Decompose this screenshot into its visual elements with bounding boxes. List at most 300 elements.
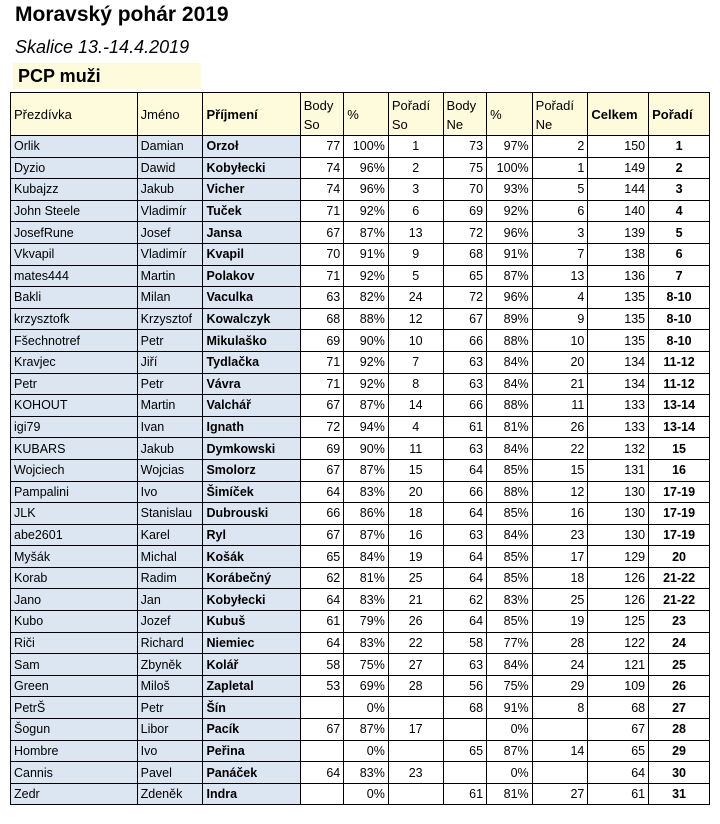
- cell-total: 130: [588, 481, 649, 503]
- cell-pct-ne: 85%: [487, 611, 533, 633]
- cell-total: 129: [588, 546, 649, 568]
- cell-pct-so: 92%: [344, 265, 389, 287]
- cell-body-so: 64: [300, 632, 344, 654]
- cell-rank-so: 24: [388, 287, 443, 309]
- cell-place: 30: [649, 762, 710, 784]
- cell-rank-ne: 20: [532, 351, 588, 373]
- table-row: [11, 287, 710, 309]
- cell-first-name: Milan: [137, 287, 203, 309]
- cell-body-ne: 69: [443, 200, 487, 222]
- cell-body-so: 67: [300, 524, 344, 546]
- cell-nick: Wojciech: [11, 459, 138, 481]
- cell-rank-so: 10: [388, 330, 443, 352]
- cell-place: 15: [649, 438, 710, 460]
- cell-body-so: 71: [300, 351, 344, 373]
- cell-pct-so: 96%: [344, 157, 389, 179]
- table-row: [11, 243, 710, 265]
- cell-pct-ne: 84%: [487, 654, 533, 676]
- cell-body-ne: 63: [443, 351, 487, 373]
- cell-first-name: Vladimír: [137, 200, 203, 222]
- table-row: [11, 459, 710, 481]
- cell-total: 136: [588, 265, 649, 287]
- cell-last-name: Kobyłecki: [203, 589, 300, 611]
- cell-rank-so: 9: [388, 243, 443, 265]
- cell-body-ne: 72: [443, 222, 487, 244]
- cell-place: 23: [649, 611, 710, 633]
- cell-rank-ne: 26: [532, 416, 588, 438]
- table-row: [11, 524, 710, 546]
- cell-rank-ne: 12: [532, 481, 588, 503]
- cell-rank-ne: 15: [532, 459, 588, 481]
- cell-first-name: Martin: [137, 265, 203, 287]
- table-row: [11, 330, 710, 352]
- cell-pct-ne: 84%: [487, 351, 533, 373]
- cell-body-ne: 61: [443, 416, 487, 438]
- cell-place: 17-19: [649, 524, 710, 546]
- cell-total: 125: [588, 611, 649, 633]
- cell-nick: Bakli: [11, 287, 138, 309]
- cell-nick: abe2601: [11, 524, 138, 546]
- cell-body-ne: 64: [443, 503, 487, 525]
- cell-body-ne: 63: [443, 524, 487, 546]
- cell-total: 149: [588, 157, 649, 179]
- cell-pct-so: 91%: [344, 243, 389, 265]
- cell-place: 24: [649, 632, 710, 654]
- cell-pct-ne: 88%: [487, 481, 533, 503]
- cell-last-name: Kolář: [203, 654, 300, 676]
- cell-body-ne: 67: [443, 308, 487, 330]
- cell-total: 134: [588, 351, 649, 373]
- cell-last-name: Tydlačka: [203, 351, 300, 373]
- cell-place: 28: [649, 719, 710, 741]
- cell-rank-ne: 19: [532, 611, 588, 633]
- cell-last-name: Jansa: [203, 222, 300, 244]
- cell-total: 126: [588, 589, 649, 611]
- cell-body-ne: 66: [443, 330, 487, 352]
- cell-nick: Vkvapil: [11, 243, 138, 265]
- cell-pct-so: 92%: [344, 351, 389, 373]
- table-row: [11, 200, 710, 222]
- cell-place: 16: [649, 459, 710, 481]
- cell-rank-so: [388, 697, 443, 719]
- cell-rank-ne: 18: [532, 567, 588, 589]
- cell-first-name: Damian: [137, 136, 203, 158]
- cell-place: 20: [649, 546, 710, 568]
- cell-rank-ne: 22: [532, 438, 588, 460]
- cell-pct-so: 81%: [344, 567, 389, 589]
- cell-total: 135: [588, 330, 649, 352]
- cell-first-name: Wojcias: [137, 459, 203, 481]
- cell-place: 17-19: [649, 503, 710, 525]
- col-header-place: Pořadí: [649, 93, 710, 136]
- cell-first-name: Krzysztof: [137, 308, 203, 330]
- cell-pct-ne: 84%: [487, 373, 533, 395]
- cell-place: 11-12: [649, 373, 710, 395]
- cell-last-name: Vicher: [203, 179, 300, 201]
- cell-body-ne: 56: [443, 675, 487, 697]
- cell-rank-so: 13: [388, 222, 443, 244]
- cell-rank-so: 6: [388, 200, 443, 222]
- cell-pct-so: 88%: [344, 308, 389, 330]
- cell-rank-ne: 11: [532, 395, 588, 417]
- cell-rank-so: 1: [388, 136, 443, 158]
- cell-pct-so: 87%: [344, 222, 389, 244]
- cell-body-so: 67: [300, 719, 344, 741]
- cell-total: 140: [588, 200, 649, 222]
- cell-last-name: Peřina: [203, 740, 300, 762]
- cell-place: 8-10: [649, 308, 710, 330]
- cell-total: 139: [588, 222, 649, 244]
- cell-first-name: Jozef: [137, 611, 203, 633]
- cell-pct-so: 82%: [344, 287, 389, 309]
- cell-pct-so: 87%: [344, 459, 389, 481]
- cell-first-name: Zdeněk: [137, 783, 203, 805]
- cell-first-name: Jakub: [137, 438, 203, 460]
- results-table: [10, 92, 710, 805]
- cell-pct-ne: 83%: [487, 589, 533, 611]
- cell-place: 29: [649, 740, 710, 762]
- cell-pct-ne: 75%: [487, 675, 533, 697]
- cell-nick: Kubajzz: [11, 179, 138, 201]
- cell-first-name: Josef: [137, 222, 203, 244]
- cell-total: 130: [588, 524, 649, 546]
- col-header-body-ne: [443, 93, 487, 136]
- cell-rank-so: [388, 783, 443, 805]
- table-row: [11, 481, 710, 503]
- cell-nick: Kravjec: [11, 351, 138, 373]
- cell-body-ne: 68: [443, 243, 487, 265]
- cell-rank-ne: 2: [532, 136, 588, 158]
- cell-rank-so: 21: [388, 589, 443, 611]
- cell-place: 21-22: [649, 589, 710, 611]
- cell-rank-ne: 1: [532, 157, 588, 179]
- cell-pct-ne: 91%: [487, 697, 533, 719]
- cell-rank-ne: 4: [532, 287, 588, 309]
- cell-pct-so: 92%: [344, 373, 389, 395]
- cell-first-name: Richard: [137, 632, 203, 654]
- cell-rank-so: 28: [388, 675, 443, 697]
- event-date-location: Skalice 13.-14.4.2019: [15, 37, 190, 57]
- cell-first-name: Ivan: [137, 416, 203, 438]
- table-row: [11, 222, 710, 244]
- cell-nick: mates444: [11, 265, 138, 287]
- cell-first-name: Miloš: [137, 675, 203, 697]
- cell-pct-ne: 81%: [487, 416, 533, 438]
- cell-nick: Kubo: [11, 611, 138, 633]
- cell-nick: JosefRune: [11, 222, 138, 244]
- cell-pct-so: 94%: [344, 416, 389, 438]
- cell-body-ne: 65: [443, 740, 487, 762]
- col-header-body-so: [300, 93, 344, 136]
- cell-rank-so: 15: [388, 459, 443, 481]
- table-row: [11, 675, 710, 697]
- table-row: [11, 632, 710, 654]
- cell-rank-so: 7: [388, 351, 443, 373]
- cell-body-ne: [443, 719, 487, 741]
- table-row: [11, 740, 710, 762]
- col-header-pct-so: %: [344, 93, 389, 136]
- cell-pct-ne: 0%: [487, 719, 533, 741]
- cell-body-so: [300, 783, 344, 805]
- cell-first-name: Petr: [137, 697, 203, 719]
- cell-pct-so: 96%: [344, 179, 389, 201]
- cell-nick: JLK: [11, 503, 138, 525]
- cell-nick: Pampalini: [11, 481, 138, 503]
- cell-last-name: Šimíček: [203, 481, 300, 503]
- cell-pct-so: 90%: [344, 330, 389, 352]
- cell-rank-so: 27: [388, 654, 443, 676]
- cell-last-name: Korábečný: [203, 567, 300, 589]
- cell-place: 8-10: [649, 330, 710, 352]
- cell-rank-ne: 13: [532, 265, 588, 287]
- cell-total: 134: [588, 373, 649, 395]
- cell-rank-ne: [532, 762, 588, 784]
- col-header-rank-ne-text: Pořadí Ne: [535, 98, 574, 132]
- table-row: [11, 395, 710, 417]
- col-header-body-so-text: Body So: [303, 98, 334, 132]
- cell-nick: Fšechnotref: [11, 330, 138, 352]
- cell-place: 11-12: [649, 351, 710, 373]
- category-label: PCP muži: [13, 63, 201, 89]
- table-row: [11, 697, 710, 719]
- cell-nick: Myšák: [11, 546, 138, 568]
- cell-body-so: 71: [300, 200, 344, 222]
- cell-pct-so: 100%: [344, 136, 389, 158]
- cell-last-name: Zapletal: [203, 675, 300, 697]
- cell-pct-so: 87%: [344, 524, 389, 546]
- cell-total: 126: [588, 567, 649, 589]
- cell-body-so: 72: [300, 416, 344, 438]
- cell-rank-ne: 9: [532, 308, 588, 330]
- cell-first-name: Jiří: [137, 351, 203, 373]
- cell-last-name: Kobyłecki: [203, 157, 300, 179]
- cell-total: 150: [588, 136, 649, 158]
- cell-pct-so: 84%: [344, 546, 389, 568]
- cell-pct-ne: 92%: [487, 200, 533, 222]
- cell-place: 31: [649, 783, 710, 805]
- cell-last-name: Niemiec: [203, 632, 300, 654]
- table-row: [11, 719, 710, 741]
- cell-body-ne: [443, 762, 487, 784]
- cell-pct-ne: 84%: [487, 524, 533, 546]
- page-title: Moravský pohár 2019: [15, 3, 229, 26]
- cell-first-name: Martin: [137, 395, 203, 417]
- cell-body-so: 74: [300, 179, 344, 201]
- header-row: [11, 93, 710, 136]
- cell-nick: Korab: [11, 567, 138, 589]
- cell-nick: Petr: [11, 373, 138, 395]
- table-row: [11, 567, 710, 589]
- cell-last-name: Kowalczyk: [203, 308, 300, 330]
- cell-body-ne: 61: [443, 783, 487, 805]
- cell-place: 25: [649, 654, 710, 676]
- cell-pct-ne: 96%: [487, 287, 533, 309]
- cell-last-name: Šín: [203, 697, 300, 719]
- cell-rank-ne: 28: [532, 632, 588, 654]
- table-row: [11, 783, 710, 805]
- cell-total: 68: [588, 697, 649, 719]
- cell-last-name: Vaculka: [203, 287, 300, 309]
- cell-pct-ne: 84%: [487, 438, 533, 460]
- cell-body-so: [300, 697, 344, 719]
- table-row: [11, 416, 710, 438]
- col-header-rank-so: [388, 93, 443, 136]
- cell-pct-so: 83%: [344, 762, 389, 784]
- cell-place: 8-10: [649, 287, 710, 309]
- cell-total: 121: [588, 654, 649, 676]
- cell-rank-so: 12: [388, 308, 443, 330]
- cell-pct-ne: 89%: [487, 308, 533, 330]
- cell-pct-ne: 93%: [487, 179, 533, 201]
- cell-pct-so: 86%: [344, 503, 389, 525]
- cell-pct-ne: 85%: [487, 459, 533, 481]
- cell-rank-so: 20: [388, 481, 443, 503]
- cell-rank-ne: 8: [532, 697, 588, 719]
- table-row: [11, 136, 710, 158]
- cell-place: 6: [649, 243, 710, 265]
- cell-pct-so: 75%: [344, 654, 389, 676]
- cell-last-name: Mikulaško: [203, 330, 300, 352]
- cell-body-so: 77: [300, 136, 344, 158]
- cell-nick: Dyzio: [11, 157, 138, 179]
- cell-nick: Šogun: [11, 719, 138, 741]
- cell-last-name: Indra: [203, 783, 300, 805]
- cell-total: 122: [588, 632, 649, 654]
- cell-pct-so: 90%: [344, 438, 389, 460]
- table-row: [11, 589, 710, 611]
- cell-place: 5: [649, 222, 710, 244]
- cell-total: 138: [588, 243, 649, 265]
- cell-pct-ne: 97%: [487, 136, 533, 158]
- col-header-rank-ne: [532, 93, 588, 136]
- cell-last-name: Panáček: [203, 762, 300, 784]
- cell-body-so: 53: [300, 675, 344, 697]
- cell-pct-ne: 91%: [487, 243, 533, 265]
- cell-nick: Zedr: [11, 783, 138, 805]
- cell-body-so: [300, 740, 344, 762]
- cell-first-name: Ivo: [137, 481, 203, 503]
- cell-rank-ne: 16: [532, 503, 588, 525]
- cell-nick: Jano: [11, 589, 138, 611]
- cell-first-name: Zbyněk: [137, 654, 203, 676]
- cell-last-name: Ryl: [203, 524, 300, 546]
- cell-body-so: 66: [300, 503, 344, 525]
- cell-rank-so: 4: [388, 416, 443, 438]
- cell-body-ne: 64: [443, 567, 487, 589]
- cell-body-ne: 72: [443, 287, 487, 309]
- cell-pct-ne: 85%: [487, 546, 533, 568]
- cell-rank-so: 17: [388, 719, 443, 741]
- cell-body-so: 64: [300, 762, 344, 784]
- cell-nick: John Steele: [11, 200, 138, 222]
- cell-place: 1: [649, 136, 710, 158]
- cell-body-so: 64: [300, 481, 344, 503]
- cell-place: 13-14: [649, 416, 710, 438]
- cell-rank-ne: 17: [532, 546, 588, 568]
- cell-place: 4: [649, 200, 710, 222]
- cell-pct-ne: 81%: [487, 783, 533, 805]
- cell-pct-ne: 85%: [487, 567, 533, 589]
- cell-rank-so: 11: [388, 438, 443, 460]
- cell-pct-ne: 96%: [487, 222, 533, 244]
- cell-nick: krzysztofk: [11, 308, 138, 330]
- cell-rank-so: 26: [388, 611, 443, 633]
- cell-total: 135: [588, 287, 649, 309]
- cell-rank-ne: 7: [532, 243, 588, 265]
- cell-body-ne: 75: [443, 157, 487, 179]
- cell-last-name: Košák: [203, 546, 300, 568]
- table-row: [11, 351, 710, 373]
- cell-pct-so: 0%: [344, 783, 389, 805]
- cell-rank-so: 2: [388, 157, 443, 179]
- cell-pct-ne: 100%: [487, 157, 533, 179]
- cell-rank-so: 22: [388, 632, 443, 654]
- cell-first-name: Petr: [137, 330, 203, 352]
- table-row: [11, 179, 710, 201]
- cell-first-name: Jakub: [137, 179, 203, 201]
- cell-body-so: 70: [300, 243, 344, 265]
- cell-pct-so: 79%: [344, 611, 389, 633]
- cell-total: 132: [588, 438, 649, 460]
- cell-rank-ne: 3: [532, 222, 588, 244]
- cell-rank-ne: 27: [532, 783, 588, 805]
- cell-pct-ne: 85%: [487, 503, 533, 525]
- cell-pct-so: 92%: [344, 200, 389, 222]
- cell-pct-so: 0%: [344, 697, 389, 719]
- cell-total: 133: [588, 395, 649, 417]
- cell-body-so: 65: [300, 546, 344, 568]
- cell-first-name: Petr: [137, 373, 203, 395]
- cell-body-ne: 68: [443, 697, 487, 719]
- cell-rank-ne: 5: [532, 179, 588, 201]
- cell-body-ne: 70: [443, 179, 487, 201]
- cell-last-name: Kvapil: [203, 243, 300, 265]
- table-row: [11, 308, 710, 330]
- cell-rank-so: 3: [388, 179, 443, 201]
- cell-first-name: Stanislau: [137, 503, 203, 525]
- cell-total: 135: [588, 308, 649, 330]
- table-row: [11, 546, 710, 568]
- cell-pct-so: 87%: [344, 719, 389, 741]
- cell-pct-so: 83%: [344, 632, 389, 654]
- cell-body-so: 61: [300, 611, 344, 633]
- cell-body-ne: 63: [443, 654, 487, 676]
- cell-rank-so: 25: [388, 567, 443, 589]
- cell-rank-ne: 25: [532, 589, 588, 611]
- cell-body-ne: 63: [443, 438, 487, 460]
- cell-body-ne: 66: [443, 395, 487, 417]
- cell-rank-so: 19: [388, 546, 443, 568]
- cell-rank-so: 23: [388, 762, 443, 784]
- table-row: [11, 265, 710, 287]
- cell-first-name: Dawid: [137, 157, 203, 179]
- cell-place: 26: [649, 675, 710, 697]
- cell-nick: PetrŠ: [11, 697, 138, 719]
- cell-pct-ne: 87%: [487, 265, 533, 287]
- cell-pct-ne: 77%: [487, 632, 533, 654]
- cell-pct-so: 87%: [344, 395, 389, 417]
- cell-place: 3: [649, 179, 710, 201]
- cell-last-name: Valchář: [203, 395, 300, 417]
- cell-first-name: Michal: [137, 546, 203, 568]
- cell-pct-so: 69%: [344, 675, 389, 697]
- cell-total: 133: [588, 416, 649, 438]
- cell-last-name: Polakov: [203, 265, 300, 287]
- table-row: [11, 654, 710, 676]
- cell-body-so: 71: [300, 373, 344, 395]
- cell-place: 13-14: [649, 395, 710, 417]
- cell-last-name: Dubrouski: [203, 503, 300, 525]
